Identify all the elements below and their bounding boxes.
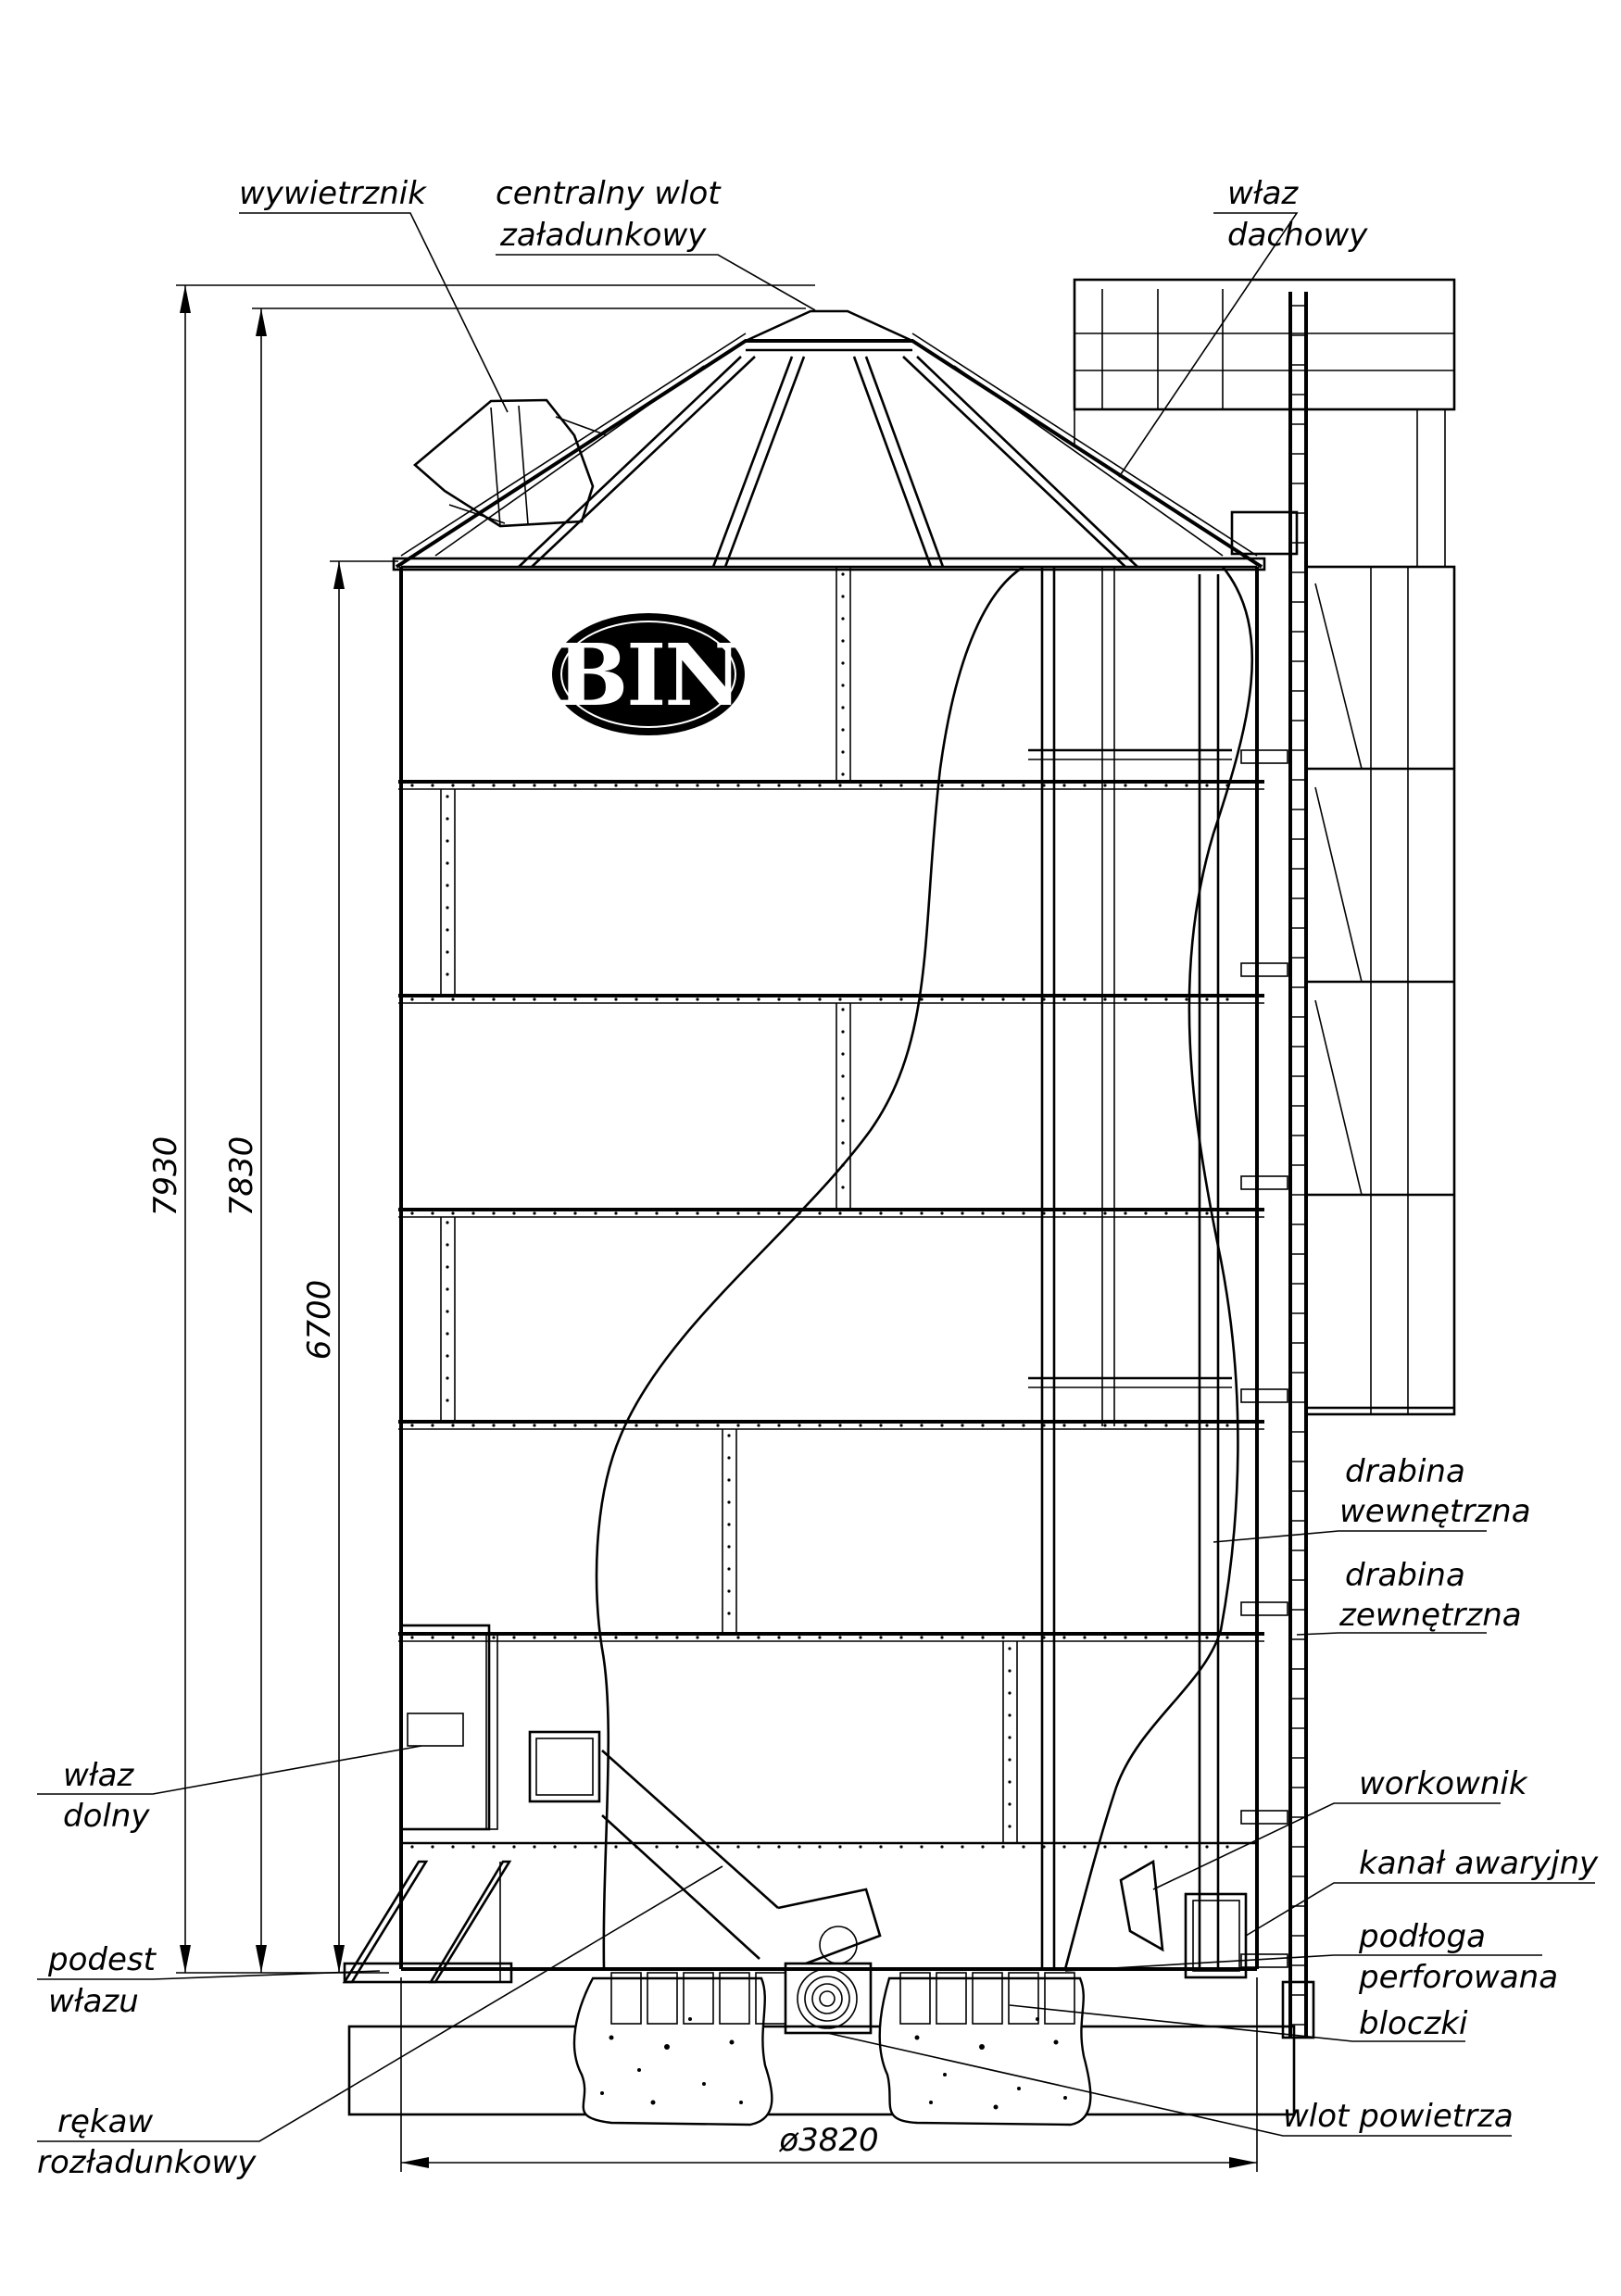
- label-air-inlet: wlot powietrza: [1283, 2098, 1514, 2135]
- label-outer-ladder-1: drabina: [1345, 1557, 1465, 1594]
- label-platform-2: włazu: [48, 1983, 139, 2020]
- label-perforated-floor-1: podłoga: [1359, 1918, 1486, 1955]
- label-central-inlet-2: załadunkowy: [500, 217, 707, 254]
- label-emergency-channel: kanał awaryjny: [1359, 1845, 1599, 1882]
- label-inner-ladder-1: drabina: [1345, 1453, 1465, 1490]
- emergency-channel: [1186, 1894, 1246, 1977]
- ladder-brackets: [1241, 750, 1288, 1967]
- dim-roof-height: 7830: [223, 1135, 260, 1217]
- dimension-lines: [176, 285, 1257, 2172]
- label-bagger: workownik: [1359, 1765, 1527, 1802]
- logo-text: BIN: [556, 625, 741, 725]
- bagger: [1121, 1862, 1162, 1950]
- dim-wall-height: 6700: [301, 1279, 338, 1361]
- label-roof-hatch-1: właz: [1227, 175, 1299, 212]
- silo-wall: [398, 567, 1264, 1969]
- label-wywietrznik: wywietrznik: [239, 175, 426, 212]
- roof-hatch: [1232, 512, 1297, 554]
- label-inner-ladder-2: wewnętrzna: [1339, 1493, 1531, 1530]
- roof-vent: [415, 400, 607, 526]
- outer-ladder-rungs: [1290, 306, 1306, 2025]
- roof: [394, 311, 1264, 570]
- bin-logo: [552, 613, 745, 735]
- roof-ribs: [435, 357, 1223, 567]
- label-roof-hatch-2: dachowy: [1227, 217, 1368, 254]
- callout-labels: [37, 175, 1599, 2181]
- label-perforated-floor-2: perforowana: [1359, 1959, 1559, 1996]
- dim-diameter: ø3820: [779, 2122, 879, 2159]
- label-sleeve-2: rozładunkowy: [37, 2144, 257, 2181]
- ring-seams: [398, 782, 1264, 1843]
- dim-total-height: 7930: [147, 1135, 184, 1217]
- label-platform-1: podest: [48, 1941, 156, 1978]
- bottom-hatch: [401, 1625, 497, 1829]
- panel-joints: [441, 567, 1017, 1843]
- label-sleeve-1: rękaw: [57, 2103, 154, 2140]
- discharge-sleeve: [602, 1750, 880, 1964]
- safety-cage: [1074, 280, 1454, 1414]
- hatch-platform: [345, 1862, 511, 1982]
- label-central-inlet-1: centralny wlot: [496, 175, 721, 212]
- air-inlet-fan: [785, 1964, 871, 2033]
- label-bottom-hatch-1: właz: [63, 1757, 134, 1794]
- label-blocks: bloczki: [1359, 2005, 1468, 2042]
- cutaway-interior: [530, 567, 1252, 1977]
- label-outer-ladder-2: zewnętrzna: [1339, 1597, 1522, 1634]
- foundation: [349, 1978, 1294, 2125]
- label-bottom-hatch-2: dolny: [63, 1798, 150, 1835]
